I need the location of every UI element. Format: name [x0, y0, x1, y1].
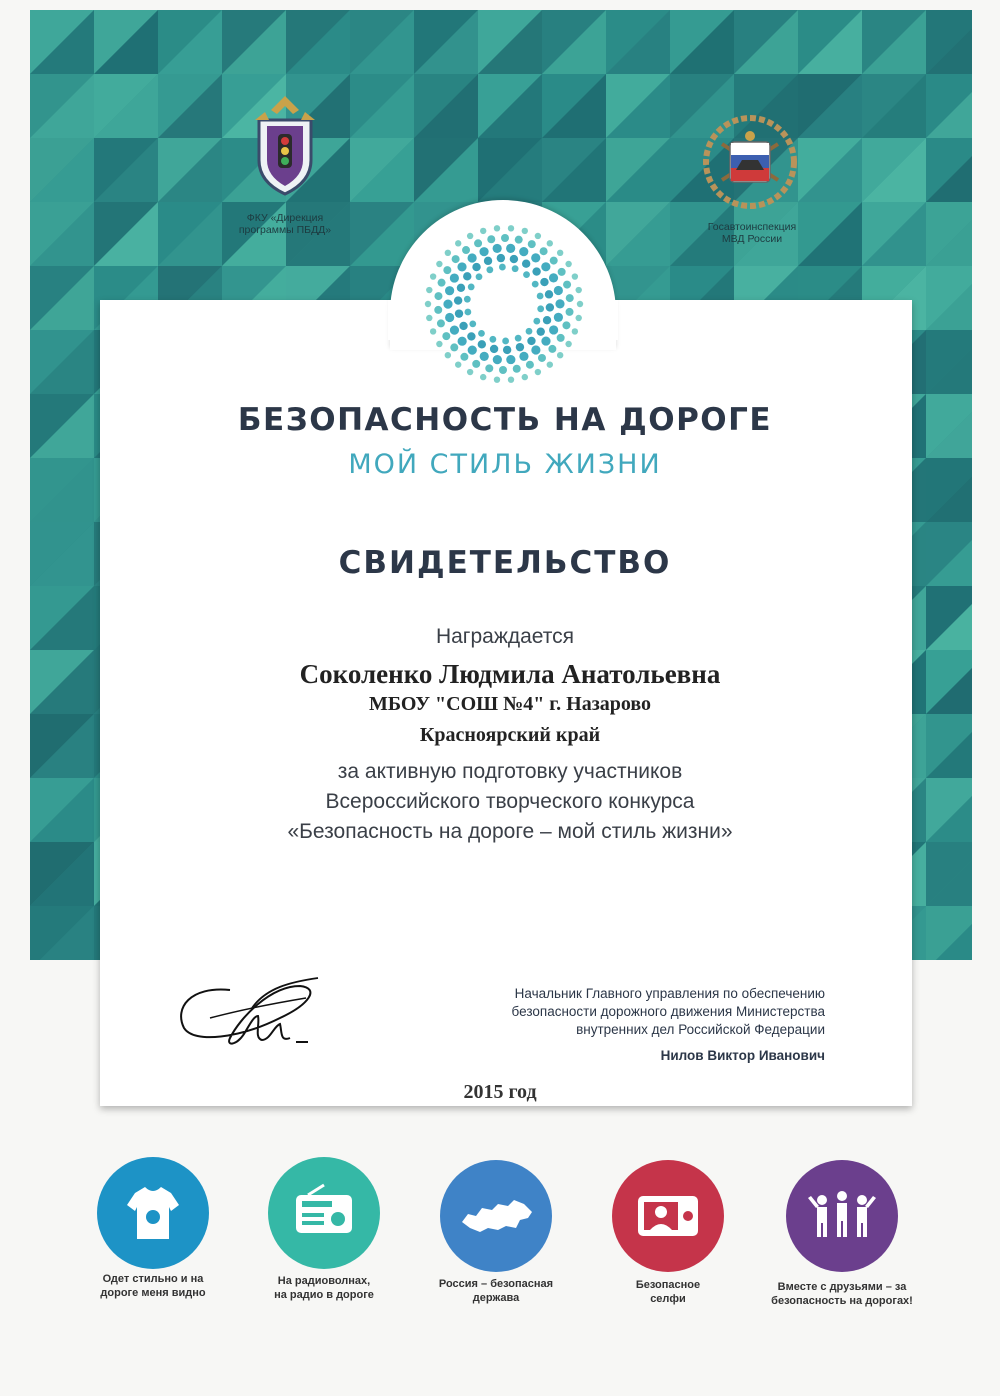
category-caption-line: Вместе с друзьями – за: [777, 1281, 907, 1293]
certificate-year: 2015 год: [463, 1081, 537, 1103]
category-caption: [578, 1278, 758, 1306]
tshirt-icon: [97, 1157, 209, 1269]
category-caption: [234, 1274, 414, 1302]
recipient-school: МБОУ "СОШ №4" г. Назарово: [368, 693, 652, 715]
category-caption-line: на радио в дороге: [274, 1289, 374, 1301]
right-emblem-caption-line: Госавтоинспекция: [707, 221, 797, 233]
certificate-heading: СВИДЕТЕЛЬСТВО: [338, 545, 672, 581]
signatory-position-line: безопасности дорожного движения Министерства: [511, 1004, 825, 1019]
gai-wreath-emblem-icon: [700, 112, 800, 212]
campaign-subtitle: МОЙ СТИЛЬ ЖИЗНИ: [348, 449, 662, 480]
category-caption-line: Россия – безопасная: [438, 1278, 554, 1290]
category-caption-line: дороге меня видно: [100, 1287, 206, 1299]
right-emblem-caption: [672, 221, 832, 245]
award-reason-line: Всероссийского творческого конкурса: [325, 790, 695, 813]
award-reason-line: «Безопасность на дороге – мой стиль жизни»: [287, 820, 733, 843]
category-caption: [752, 1280, 932, 1308]
radio-icon: [268, 1157, 380, 1269]
recipient-name: Соколенко Людмила Анатольевна: [299, 659, 721, 689]
signatory-position-line: внутренних дел Российской Федерации: [576, 1022, 825, 1037]
category-caption-line: Одет стильно и на: [102, 1273, 204, 1285]
russia-map-icon: [440, 1160, 552, 1272]
category-caption: [63, 1272, 243, 1300]
awarded-label: Награждается: [435, 625, 575, 648]
right-emblem-caption-line: МВД России: [721, 233, 783, 245]
category-caption-line: безопасность на дорогах!: [771, 1295, 913, 1307]
category-caption-line: держава: [472, 1292, 520, 1304]
award-reason-line: за активную подготовку участников: [337, 760, 683, 783]
recipient-region: Красноярский край: [419, 724, 601, 746]
category-caption-line: селфи: [650, 1293, 686, 1305]
signatory-position-line: Начальник Главного управления по обеспечению: [514, 986, 825, 1001]
category-caption-line: На радиоволнах,: [277, 1275, 371, 1287]
pbdd-shield-emblem-icon: [245, 90, 325, 200]
campaign-title: БЕЗОПАСНОСТЬ НА ДОРОГЕ: [237, 402, 773, 438]
friends-group-icon: [786, 1160, 898, 1272]
handwritten-signature: [170, 968, 340, 1058]
category-caption: [406, 1277, 586, 1305]
left-emblem-caption-line: программы ПБДД»: [238, 224, 332, 236]
signatory-name: Нилов Виктор Иванович: [660, 1048, 825, 1063]
category-caption-line: Безопасное: [635, 1279, 701, 1291]
selfie-camera-icon: [612, 1160, 724, 1272]
left-emblem-caption: [205, 212, 365, 236]
left-emblem-caption-line: ФКУ «Дирекция: [246, 212, 324, 224]
dotted-circle-logo-icon: [420, 220, 588, 388]
